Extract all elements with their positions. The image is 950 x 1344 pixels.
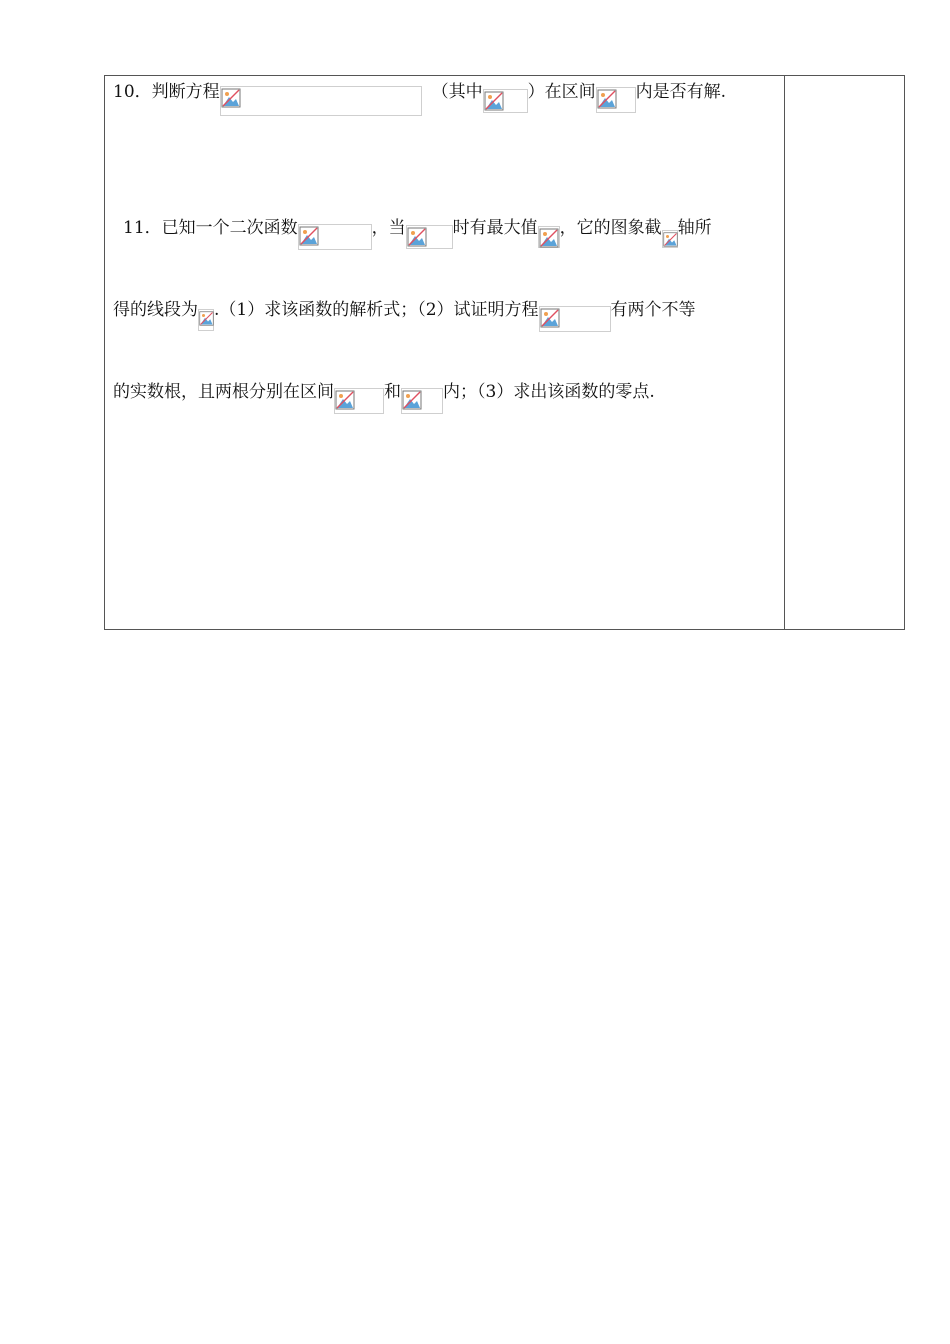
question-10	[113, 82, 726, 116]
interval1-image-placeholder	[334, 388, 384, 414]
column-divider	[784, 75, 785, 630]
q10-suffix: 内是否有解.	[635, 82, 727, 102]
q11-line2-suffix: 有两个不等	[610, 300, 696, 320]
q11-line2-mid1: .（1）求该函数的解析式；（2）试证明方程	[214, 300, 539, 320]
q11-line1-prefix: 11．已知一个二次函数	[123, 218, 298, 238]
x-value-image-placeholder	[406, 225, 453, 249]
q11-line1-mid3: ，它的图象截	[559, 218, 662, 238]
broken-image-icon	[540, 308, 560, 328]
q11-line3-suffix: 内；（3）求出该函数的零点.	[443, 382, 655, 402]
equation-image-placeholder	[220, 86, 422, 116]
equation2-image-placeholder	[539, 306, 611, 332]
q11-line1-suffix: 轴所	[677, 218, 712, 238]
broken-image-icon	[597, 89, 617, 109]
q10-mid2: ）在区间	[527, 82, 596, 102]
q11-line3-prefix: 的实数根，且两根分别在区间	[113, 382, 334, 402]
broken-image-icon	[402, 390, 422, 410]
broken-image-icon	[335, 390, 355, 410]
question-11-line-2	[113, 300, 696, 332]
segment-length-image-placeholder	[198, 309, 214, 331]
q11-line2-prefix: 得的线段为	[113, 300, 198, 320]
q11-line1-mid2: 时有最大值	[452, 218, 538, 238]
question-11-line-1	[123, 218, 712, 250]
condition-image-placeholder	[483, 89, 528, 113]
q11-line3-mid1: 和	[384, 382, 401, 402]
broken-image-icon	[299, 226, 319, 246]
q10-prefix: 10．判断方程	[113, 82, 220, 102]
function-image-placeholder	[298, 224, 372, 250]
axis-image-placeholder	[662, 230, 678, 248]
q10-mid1: （其中	[431, 82, 483, 102]
broken-image-icon	[663, 232, 678, 247]
question-11-line-3	[113, 382, 655, 414]
interval-image-placeholder	[596, 87, 636, 113]
broken-image-icon	[407, 227, 427, 247]
q11-line1-mid1: ，当	[371, 218, 406, 238]
broken-image-icon	[199, 311, 214, 326]
max-value-image-placeholder	[538, 226, 560, 248]
broken-image-icon	[221, 88, 241, 108]
broken-image-icon	[539, 228, 559, 248]
broken-image-icon	[484, 91, 504, 111]
interval2-image-placeholder	[401, 388, 443, 414]
